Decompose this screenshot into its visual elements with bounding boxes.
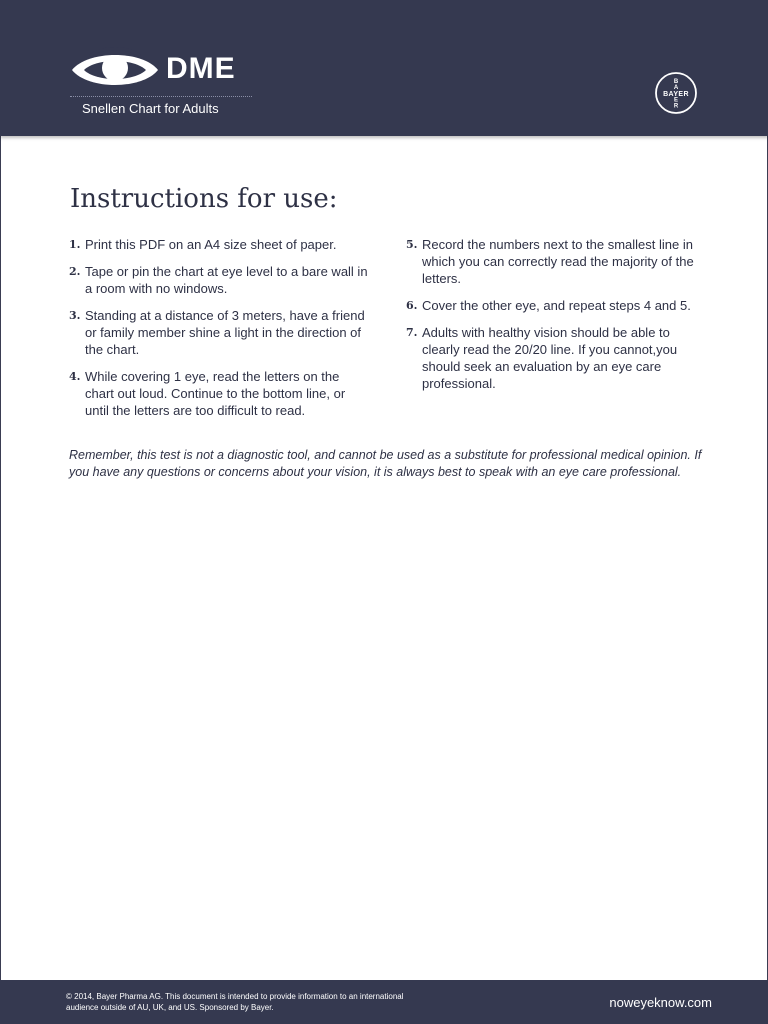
instruction-step	[69, 263, 369, 297]
bayer-logo-letter: A	[673, 85, 679, 91]
bayer-logo-letter: R	[673, 103, 679, 110]
bayer-logo-letter: E	[673, 97, 679, 104]
bayer-logo	[654, 71, 698, 115]
instruction-step	[406, 297, 706, 314]
instruction-step	[406, 324, 706, 392]
step-number: 2.	[69, 265, 81, 278]
step-text: Cover the other eye, and repeat steps 4 and 5.	[422, 298, 691, 313]
document-subtitle: Snellen Chart for Adults	[82, 101, 219, 116]
step-text: Adults with healthy vision should be able to clearly read the 20/20 line. If you cannot,you should seek an evaluation by an eye care professional.	[422, 325, 678, 391]
brand-divider	[70, 96, 252, 97]
step-text: While covering 1 eye, read the letters on the chart out loud. Continue to the bottom line, or until the letters are too difficult to read.	[85, 369, 346, 418]
step-number: 4.	[69, 370, 81, 383]
header-banner	[0, 0, 768, 136]
instructions-right-column	[406, 236, 706, 402]
eye-icon	[70, 44, 160, 92]
instruction-step	[69, 368, 369, 419]
disclaimer-text: Remember, this test is not a diagnostic tool, and cannot be used as a substitute for professional medical opinion. If you have any questions or concerns about your vision, it is always best to speak with an eye care professional.	[69, 448, 702, 479]
page-title: Instructions for use:	[70, 184, 338, 214]
instructions-left-column	[69, 236, 369, 429]
website-link[interactable]: noweyeknow.com	[609, 995, 712, 1010]
step-number: 6.	[406, 299, 418, 312]
brand-name: DME	[166, 52, 236, 85]
bayer-logo-letter: B	[673, 78, 679, 85]
instruction-step	[406, 236, 706, 287]
footer-bar	[0, 980, 768, 1024]
copyright-notice: © 2014, Bayer Pharma AG. This document is intended to provide information to an international audience outside of AU, UK, and US. Sponsored by Bayer.	[66, 992, 404, 1012]
instruction-step	[69, 307, 369, 358]
step-number: 5.	[406, 238, 418, 251]
instruction-step	[69, 236, 369, 253]
step-text: Print this PDF on an A4 size sheet of paper.	[85, 237, 337, 252]
step-text: Record the numbers next to the smallest line in which you can correctly read the majority of the letters.	[422, 237, 694, 286]
bayer-logo-text: BAYER	[663, 91, 689, 98]
step-number: 7.	[406, 326, 418, 339]
step-text: Standing at a distance of 3 meters, have a friend or family member shine a light in the direction of the chart.	[85, 308, 365, 357]
step-number: 1.	[69, 238, 81, 251]
step-text: Tape or pin the chart at eye level to a bare wall in a room with no windows.	[85, 264, 368, 296]
step-number: 3.	[69, 309, 81, 322]
